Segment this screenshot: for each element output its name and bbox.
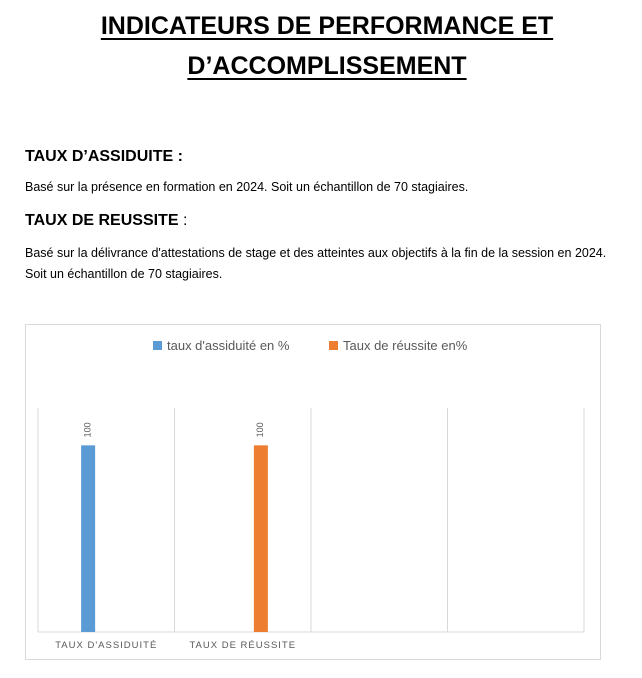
legend-swatch [153, 341, 162, 350]
legend-swatch [329, 341, 338, 350]
document-title-line-2: D’ACCOMPLISSEMENT [187, 52, 467, 80]
legend-label: Taux de réussite en% [343, 338, 468, 353]
chart-canvas [26, 325, 600, 659]
document-title-line-1: INDICATEURS DE PERFORMANCE ET [100, 12, 554, 40]
assiduity-description: Basé sur la présence en formation en 2024. Soit un échantillon de 70 stagiaires. [25, 180, 469, 194]
category-label: TAUX DE RÉUSSITE [189, 640, 297, 651]
document-title [0, 6, 642, 86]
success-description: Basé sur la délivrance d'attestations de stage et des atteintes aux objectifs à la fin de la session en 2024. Soit un échantillon de 70 stagiaires. [25, 246, 607, 281]
category-label: TAUX D'ASSIDUITÉ [55, 640, 158, 651]
bar [254, 445, 268, 632]
performance-chart [25, 324, 601, 660]
assiduity-heading [25, 147, 183, 167]
success-heading-suffix: : [178, 212, 188, 229]
data-label: 100 [255, 422, 266, 438]
legend-label: taux d'assiduité en % [167, 338, 290, 353]
success-heading [25, 211, 187, 231]
bar [81, 445, 95, 632]
success-heading-text: TAUX DE REUSSITE [25, 212, 179, 229]
assiduity-heading-text: TAUX D’ASSIDUITE : [25, 148, 183, 165]
data-label: 100 [82, 422, 93, 438]
